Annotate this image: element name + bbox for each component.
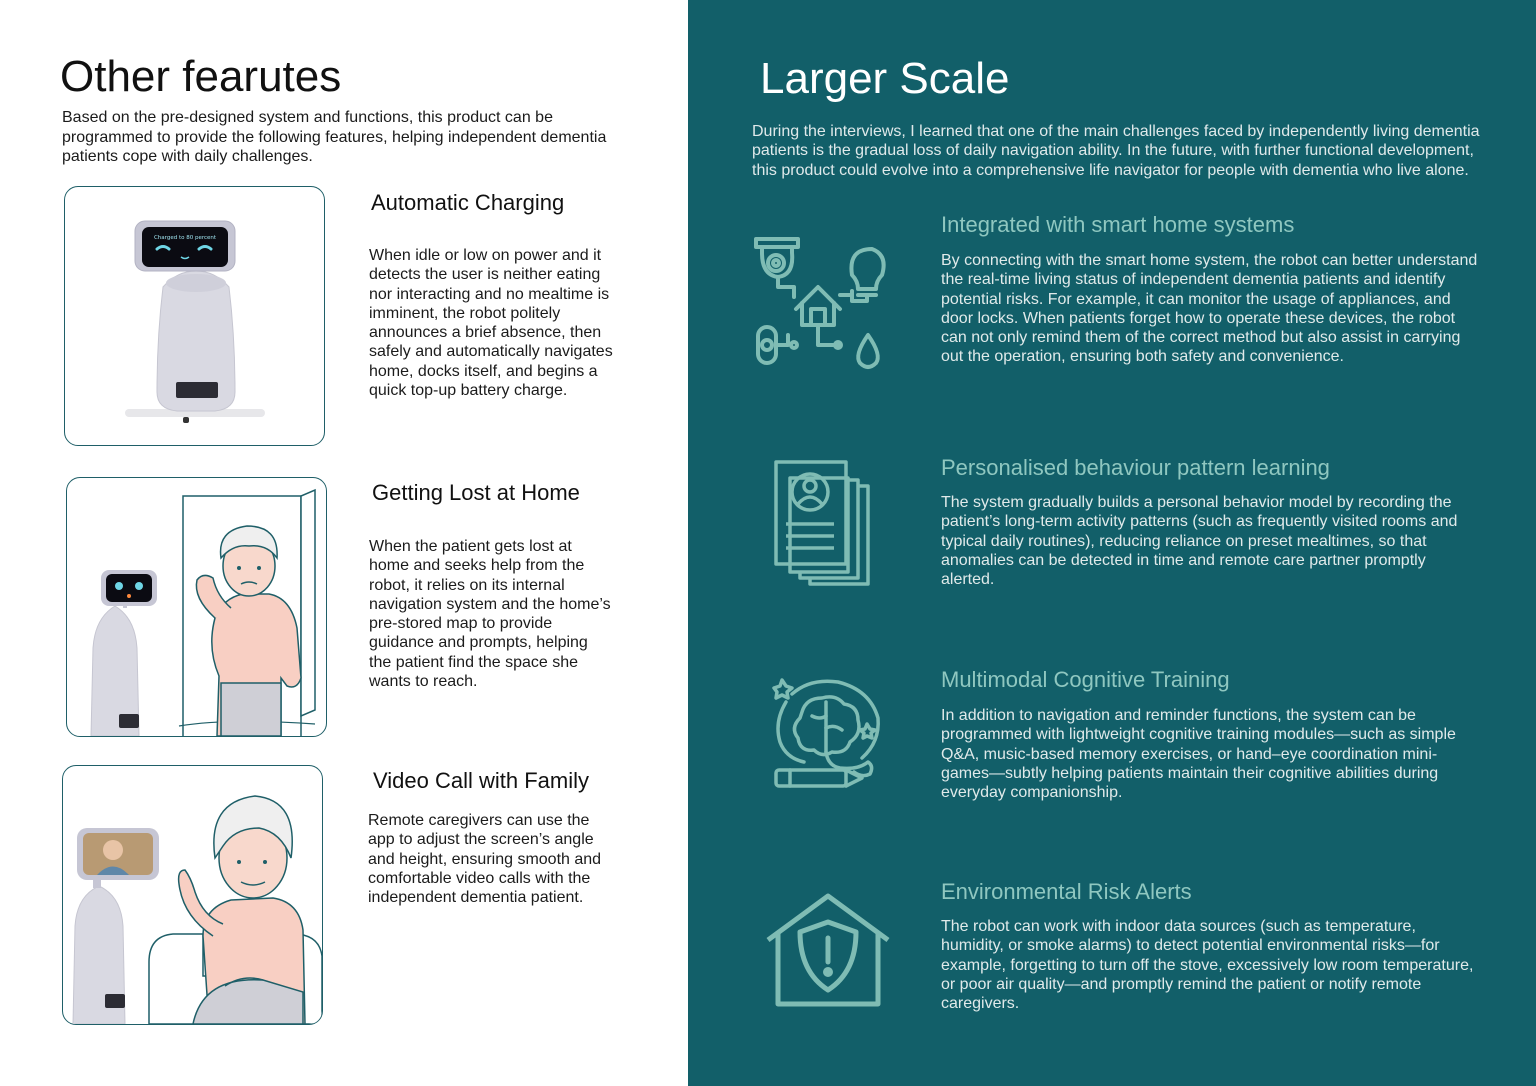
house-shield-alert-icon — [764, 892, 892, 1008]
robot-charging-illustration — [65, 187, 324, 445]
section-text-smart-home: By connecting with the smart home system, the robot can better understand the real-time living status of independent dementia patients and identify potential risks. For example, it can monitor the usage of appliances, and door locks. When patients forget how to operate these devices, the robot can not only remind them of the correct method but also assist in carrying out the operation, ensuring both safety and convenience. — [941, 252, 1478, 366]
intro-text-right: During the interviews, I learned that one of the main challenges faced by independently living dementia patients is the gradual loss of daily navigation ability. In the future, with further functional development, this product could evolve into a comprehensive life navigator for people with dementia who live alone. — [752, 123, 1480, 179]
right-page — [688, 0, 1536, 1086]
video-call-illustration — [63, 766, 322, 1024]
section-title-environmental-alerts: Environmental Risk Alerts — [941, 879, 1192, 904]
feature-title-video-call: Video Call with Family — [373, 768, 590, 793]
intro-text-left: Based on the pre-designed system and functions, this product can be programmed to provide the following features, helping independent dementia patients cope with daily challenges. — [62, 109, 607, 165]
page-title-other-features: Other fearutes — [60, 52, 342, 101]
section-title-smart-home: Integrated with smart home systems — [941, 212, 1295, 237]
smart-home-icon — [748, 235, 888, 375]
robot-charging-image — [64, 186, 325, 446]
section-title-behaviour-learning: Personalised behaviour pattern learning — [941, 455, 1330, 480]
page-title-larger-scale: Larger Scale — [760, 54, 1010, 103]
feature-text-getting-lost: When the patient gets lost at home and seeks help from the robot, it relies on its internal navigation system and the home’s pre-stored map to provide guidance and prompts, helping the patient find the space she wants to reach. — [369, 538, 611, 691]
robot-screen-text: Charged to 80 percent — [153, 235, 217, 241]
feature-title-getting-lost: Getting Lost at Home — [372, 480, 580, 505]
feature-title-automatic-charging: Automatic Charging — [371, 190, 565, 215]
video-call-image — [62, 765, 323, 1025]
brain-training-icon — [766, 672, 886, 794]
section-title-cognitive-training: Multimodal Cognitive Training — [941, 667, 1230, 692]
section-text-behaviour-learning: The system gradually builds a personal behavior model by recording the patient’s long-term activity patterns (such as frequently visited rooms and typical daily routines), reducing reliance on preset mealtimes, so that anomalies can be detected in time and remote care partner promptly alerted. — [941, 494, 1458, 589]
section-text-environmental-alerts: The robot can work with indoor data sources (such as temperature, humidity, or smoke alarms) to detect potential environmental risks—for example, forgetting to turn off the stove, excessively low room temperature, or poor air quality—and promptly remind the patient or notify remote caregivers. — [941, 918, 1474, 1013]
profile-document-icon — [772, 458, 872, 588]
lost-at-home-illustration — [67, 478, 326, 736]
feature-text-automatic-charging: When idle or low on power and it detects the user is neither eating nor interacting and no mealtime is imminent, the robot politely announces a brief absence, then safely and automatically navigates home, docks itself, and begins a quick top-up battery charge. — [369, 247, 613, 400]
feature-text-video-call: Remote caregivers can use the app to adjust the screen’s angle and height, ensuring smooth and comfortable video calls with the independent dementia patient. — [368, 812, 602, 907]
lost-at-home-image — [66, 477, 327, 737]
left-page — [0, 0, 688, 1086]
section-text-cognitive-training: In addition to navigation and reminder functions, the system can be programmed with lightweight cognitive training modules—such as simple Q&A, music-based memory exercises, or hand–eye coordination mini-games—subtly helping patients maintain their cognitive abilities during everyday companionship. — [941, 707, 1456, 802]
